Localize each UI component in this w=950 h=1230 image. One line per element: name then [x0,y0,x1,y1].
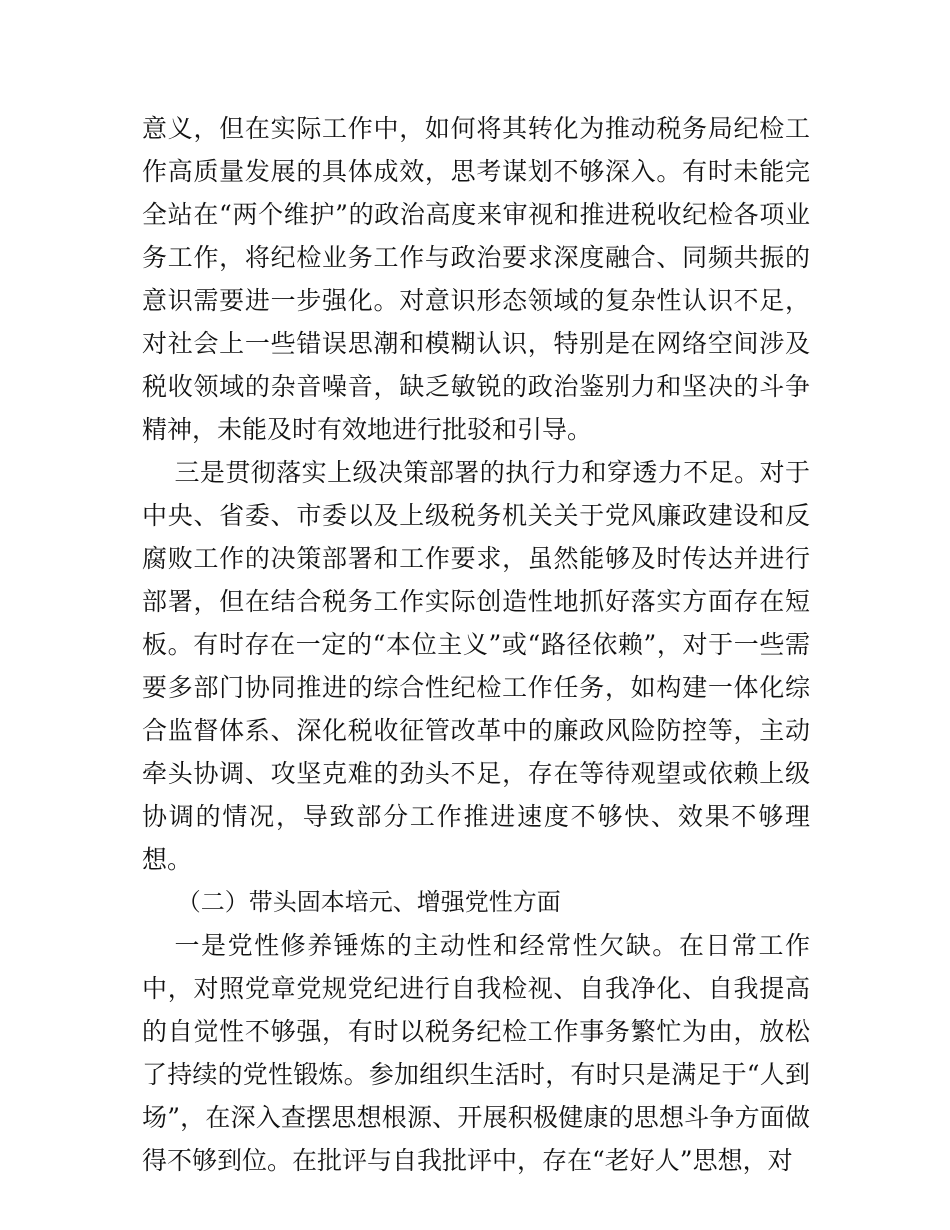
section-heading: （二）带头固本培元、增强党性方面 [176,888,561,916]
paragraph-continued: 意义，但在实际工作中，如何将其转化为推动税务局纪检工作高质量发展的具体成效，思考谋划不够深入。有时未能完全站在“两个维护”的政治高度来审视和推进税收纪检各项业务工作，将纪检业务工作与政治要求深度融合、同频共振的意识需要进一步强化。对意识形态领域的复杂性认识不足，对社会上一些错误思潮和模糊认识，特别是在网络空间涉及税收领域的杂音噪音，缺乏敏锐的政治鉴别力和坚决的斗争精神，未能及时有效地进行批驳和引导。 [142,114,810,444]
document-body [142,107,810,1182]
paragraph-execution-issues: 三是贯彻落实上级决策部署的执行力和穿透力不足。对于中央、省委、市委以及上级税务机关关于党风廉政建设和反腐败工作的决策部署和工作要求，虽然能够及时传达并进行部署，但在结合税务工作实际创造性地抓好落实方面存在短板。有时存在一定的“本位主义”或“路径依赖”，对于一些需要多部门协同推进的综合性纪检工作任务，如构建一体化综合监督体系、深化税收征管改革中的廉政风险防控等，主动牵头协调、攻坚克难的劲头不足，存在等待观望或依赖上级协调的情况，导致部分工作推进速度不够快、效果不够理想。 [142,458,810,874]
paragraph-party-spirit: 一是党性修养锤炼的主动性和经常性欠缺。在日常工作中，对照党章党规党纪进行自我检视、自我净化、自我提高的自觉性不够强，有时以税务纪检工作事务繁忙为由，放松了持续的党性锻炼。参加组织生活时，有时只是满足于“人到场”，在深入查摆思想根源、开展积极健康的思想斗争方面做得不够到位。在批评与自我批评中，存在“老好人”思想，对 [142,931,810,1175]
